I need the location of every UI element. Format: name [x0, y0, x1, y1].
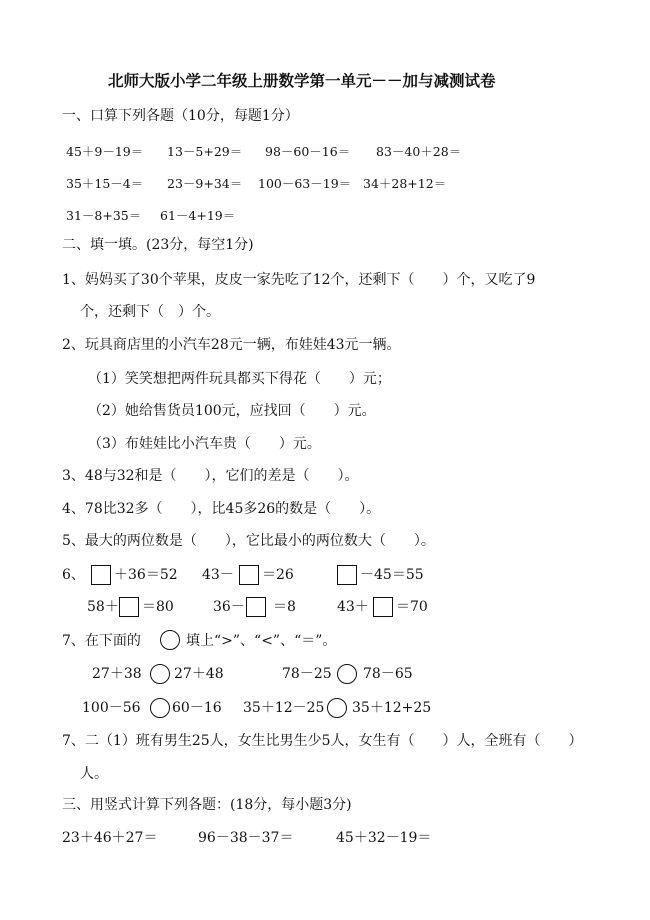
compare-left: 100－56 [82, 700, 141, 716]
calc-item: 45＋9－19＝ [66, 144, 144, 159]
calc-item: 34＋28+12＝ [363, 176, 447, 191]
section-1-heading: 一、口算下列各题（10分，每题1分） [62, 108, 299, 124]
question-1-line-2: 个，还剩下（ ）个。 [80, 304, 220, 320]
question-2-sub-3: （3）布娃娃比小汽车贵（ ）元。 [88, 436, 321, 452]
calc-item: 98－60－16＝ [265, 144, 351, 159]
answer-box[interactable] [119, 597, 139, 617]
equation-part: ＝70 [396, 599, 428, 615]
calc-item: 31－8+35＝ [66, 208, 142, 223]
equation-part: 58＋ [87, 599, 119, 615]
answer-box[interactable] [246, 597, 266, 617]
calc-item: 61－4+19＝ [160, 208, 236, 223]
question-1-line-1: 1、妈妈买了30个苹果，皮皮一家先吃了12个，还剩下（ ）个，又吃了9 [62, 272, 536, 288]
answer-box[interactable] [239, 565, 259, 585]
question-3: 3、48与32和是（ ），它们的差是（ ）。 [62, 468, 359, 484]
equation-part: 43－ [202, 567, 234, 583]
question-2-sub-1: （1）笑笑想把两件玩具都买下得花（ ）元； [88, 371, 391, 387]
calc-item: 23－9+34＝ [167, 176, 243, 191]
question-8-line-2: 人。 [80, 766, 108, 782]
vertical-calc-problem: 45＋32－19＝ [336, 830, 432, 846]
compare-circle-example [160, 630, 180, 650]
compare-circle[interactable] [337, 664, 357, 684]
question-7-prefix: 7、在下面的 [62, 633, 141, 649]
compare-right: 60－16 [172, 700, 222, 716]
compare-left: 35＋12－25 [243, 700, 325, 716]
compare-left: 27＋38 [92, 666, 142, 682]
answer-box[interactable] [373, 597, 393, 617]
question-5: 5、最大的两位数是（ ），它比最小的两位数大（ ）。 [62, 533, 435, 549]
compare-circle[interactable] [327, 698, 347, 718]
compare-right: 27＋48 [174, 666, 224, 682]
compare-left: 78－25 [282, 666, 332, 682]
question-6-number: 6、 [62, 567, 85, 583]
equation-part: ＝8 [273, 599, 296, 615]
equation-part: －45＝55 [360, 567, 424, 583]
section-3-heading: 三、用竖式计算下列各题：(18分，每小题3分) [62, 797, 352, 813]
question-2-stem: 2、玩具商店里的小汽车28元一辆，布娃娃43元一辆。 [62, 337, 401, 353]
calc-item: 35＋15－4＝ [66, 176, 144, 191]
question-7-suffix: 填上“>”、“<”、“＝”。 [186, 633, 337, 649]
compare-circle[interactable] [150, 698, 170, 718]
equation-part: ＝80 [142, 599, 174, 615]
question-8-line-1: 7、二（1）班有男生25人，女生比男生少5人，女生有（ ）人，全班有（ ） [62, 733, 583, 749]
compare-right: 78－65 [363, 666, 413, 682]
page-title: 北师大版小学二年级上册数学第一单元－－加与减测试卷 [108, 71, 496, 90]
section-2-heading: 二、填一填。(23分，每空1分) [62, 237, 254, 253]
equation-part: 43＋ [337, 599, 369, 615]
equation-part: ＝26 [262, 567, 294, 583]
answer-box[interactable] [337, 565, 357, 585]
calc-item: 13－5+29＝ [167, 144, 243, 159]
calc-item: 100－63－19＝ [258, 176, 352, 191]
vertical-calc-problem: 23＋46＋27＝ [62, 830, 158, 846]
vertical-calc-problem: 96－38－37＝ [198, 830, 294, 846]
compare-right: 35＋12+25 [352, 700, 432, 716]
compare-circle[interactable] [150, 664, 170, 684]
question-4: 4、78比32多（ ），比45多26的数是（ ）。 [62, 501, 381, 517]
equation-part: ＋36＝52 [114, 567, 178, 583]
calc-item: 83－40＋28＝ [376, 144, 462, 159]
equation-part: 36－ [213, 599, 245, 615]
answer-box[interactable] [91, 565, 111, 585]
question-2-sub-2: （2）她给售货员100元，应找回（ ）元。 [88, 403, 376, 419]
